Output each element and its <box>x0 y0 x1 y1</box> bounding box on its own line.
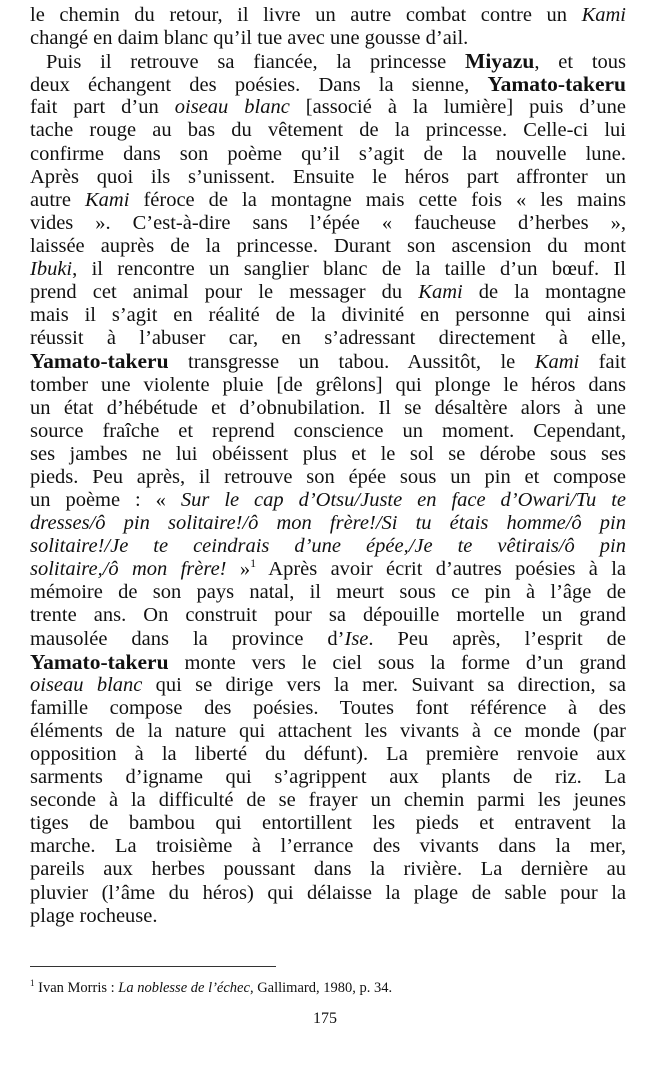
text-line <box>30 235 626 258</box>
text-line <box>30 812 626 835</box>
text-run: le chemin du retour, il livre un autre combat contre un <box>30 4 582 26</box>
bold-name: Yamato-takeru <box>30 649 169 674</box>
italic-text: Kami <box>418 281 463 304</box>
text-line <box>30 581 626 604</box>
text-line <box>30 96 626 119</box>
page-number: 175 <box>313 1010 337 1027</box>
italic-text: solitaire,/ô mon frère! <box>30 558 227 581</box>
text-run: Après quoi ils s’unissent. Ensuite le héros part affronter un <box>30 165 626 188</box>
text-line <box>30 489 626 512</box>
text-run: tomber une violente pluie [de grêlons] qui plonge le héros dans <box>30 373 626 396</box>
text-run: pieds. Peu après, il retrouve son épée sous un pin et compose <box>30 465 626 488</box>
text-line <box>30 743 626 766</box>
text-run: changé en daim blanc qu’il tue avec une gousse d’ail. <box>30 27 469 50</box>
text-run: qui se dirige vers la mer. Suivant sa direction, sa <box>142 673 626 696</box>
text-run: fait <box>579 351 626 374</box>
text-run: monte vers le ciel sous la forme d’un grand <box>168 651 626 674</box>
text-run: Puis il retrouve sa fiancée, la princesse <box>46 51 466 74</box>
text-run: , et tous <box>534 51 626 74</box>
text-run: autre <box>30 188 85 211</box>
italic-text: oiseau blanc <box>174 96 290 119</box>
text-run: pareils aux herbes poussant dans la rivière. La dernière au <box>30 858 626 881</box>
text-run: laissée auprès de la princesse. Durant son ascension du mont <box>30 234 626 257</box>
footnote-author: Ivan Morris : <box>34 980 119 996</box>
italic-text: Kami <box>534 351 580 374</box>
text-line <box>30 512 626 535</box>
text-run: tiges de bambou qui entortillent les pieds et entravent la <box>30 812 626 835</box>
text-run: » <box>226 558 251 581</box>
text-line <box>30 397 626 420</box>
text-line <box>30 119 626 142</box>
text-run: sarments d’igname qui s’agrippent aux plants de riz. La <box>30 766 626 789</box>
text-line <box>30 789 626 812</box>
text-run: confirme dans son poème qu’il s’agit de la nouvelle lune. <box>30 142 626 165</box>
text-run: marche. La troisième à l’errance des vivants dans la mer, <box>30 835 626 858</box>
text-run: transgresse un tabou. Aussitôt, le <box>168 351 535 374</box>
text-line <box>30 27 626 50</box>
text-line <box>30 327 626 350</box>
text-line <box>30 858 626 881</box>
footnote-reference: 1 <box>250 556 257 571</box>
footnote <box>30 980 392 997</box>
text-line <box>30 882 626 905</box>
text-run: mausolée dans la province d’ <box>30 627 345 650</box>
text-run: trente ans. On construit pour sa dépouille mortelle un grand <box>30 604 626 627</box>
text-line <box>30 628 626 651</box>
italic-text: dresses/ô pin solitaire!/ô mon frère!/Si tu étais homme/ô pin <box>30 512 626 535</box>
text-line <box>30 535 626 558</box>
text-run: , il rencontre un sanglier blanc de la taille d’un bœuf. Il <box>72 258 626 281</box>
text-line <box>30 350 626 373</box>
italic-text: Sur le cap d’Otsu/Juste en face d’Owari/Tu te <box>180 488 626 511</box>
text-line <box>30 697 626 720</box>
text-line <box>30 651 626 674</box>
text-line <box>30 189 626 212</box>
text-line <box>30 835 626 858</box>
footnote-title: La noblesse de l’échec <box>118 980 250 996</box>
text-line <box>30 466 626 489</box>
text-line <box>30 674 626 697</box>
text-line <box>30 420 626 443</box>
text-line <box>30 212 626 235</box>
text-run: un état d’hébétude et d’obnubilation. Il se désaltère alors à une <box>30 396 626 419</box>
text-line <box>30 905 626 928</box>
text-run: seconde à la difficulté de se frayer un chemin parmi les jeunes <box>30 789 626 812</box>
text-run: un poème : « <box>30 488 181 511</box>
text-run: vides ». C’est-à-dire sans l’épée « faucheuse d’herbes », <box>30 211 626 234</box>
text-line <box>30 720 626 743</box>
italic-text: Kami <box>581 4 626 26</box>
text-run: mais il s’agit en réalité de la divinité en personne qui ainsi <box>30 304 626 327</box>
text-line <box>30 143 626 166</box>
footnote-separator <box>30 966 276 967</box>
text-line <box>30 73 626 96</box>
body-text <box>30 4 626 928</box>
text-run: ses jambes ne lui obéissent plus et le sol se dérobe sous ses <box>30 442 626 465</box>
text-run: famille compose des poésies. Toutes font référence à des <box>30 696 626 719</box>
text-line <box>30 166 626 189</box>
text-run: fait part d’un <box>30 96 175 119</box>
text-run: tache rouge au bas du vêtement de la princesse. Celle-ci lui <box>30 119 626 142</box>
text-line <box>30 443 626 466</box>
footnote-rest: , Gallimard, 1980, p. 34. <box>249 980 393 996</box>
text-run: éléments de la nature qui attachent les vivants à ce monde (par <box>30 719 626 742</box>
text-run: deux échangent des poésies. Dans la sienne, <box>30 74 488 97</box>
text-run: réussit à l’abuser car, en s’adressant directement à elle, <box>30 327 626 350</box>
text-run: source fraîche et reprend conscience un moment. Cependant, <box>30 419 626 442</box>
text-run: féroce de la montagne mais cette fois « les mains <box>129 188 626 211</box>
text-line <box>30 4 626 27</box>
italic-text: Ise <box>344 627 369 650</box>
italic-text: Ibuki <box>30 258 73 281</box>
text-line <box>30 304 626 327</box>
text-line <box>30 558 626 581</box>
text-run: pluvier (l’âme du héros) qui délaisse la plage de sable pour la <box>30 881 626 904</box>
italic-text: solitaire!/Je te ceindrais d’une épée,/Je te vêtirais/ô pin <box>30 535 626 558</box>
text-line <box>30 258 626 281</box>
text-run: mémoire de son pays natal, il meurt sous ce pin à l’âge de <box>30 581 626 604</box>
text-run: opposition à la liberté du défunt). La première renvoie aux <box>30 743 626 765</box>
text-line <box>30 50 626 73</box>
footnote-marker: 1 <box>30 978 35 989</box>
text-run: prend cet animal pour le messager du <box>30 281 419 304</box>
text-run: . Peu après, l’esprit de <box>368 627 626 650</box>
bold-name: Yamato-takeru <box>30 349 169 374</box>
text-line <box>30 766 626 789</box>
text-run: Après avoir écrit d’autres poésies à la <box>256 558 626 581</box>
italic-text: Kami <box>85 188 130 211</box>
text-line <box>30 281 626 304</box>
text-line <box>30 374 626 397</box>
italic-text: oiseau blanc <box>30 673 143 696</box>
text-run: plage rocheuse. <box>30 904 158 927</box>
text-run: de la montagne <box>462 281 627 304</box>
text-line <box>30 604 626 627</box>
bold-name: Yamato-takeru <box>487 72 626 97</box>
text-run: [associé à la lumière] puis d’une <box>289 96 626 119</box>
bold-name: Miyazu <box>465 49 535 74</box>
